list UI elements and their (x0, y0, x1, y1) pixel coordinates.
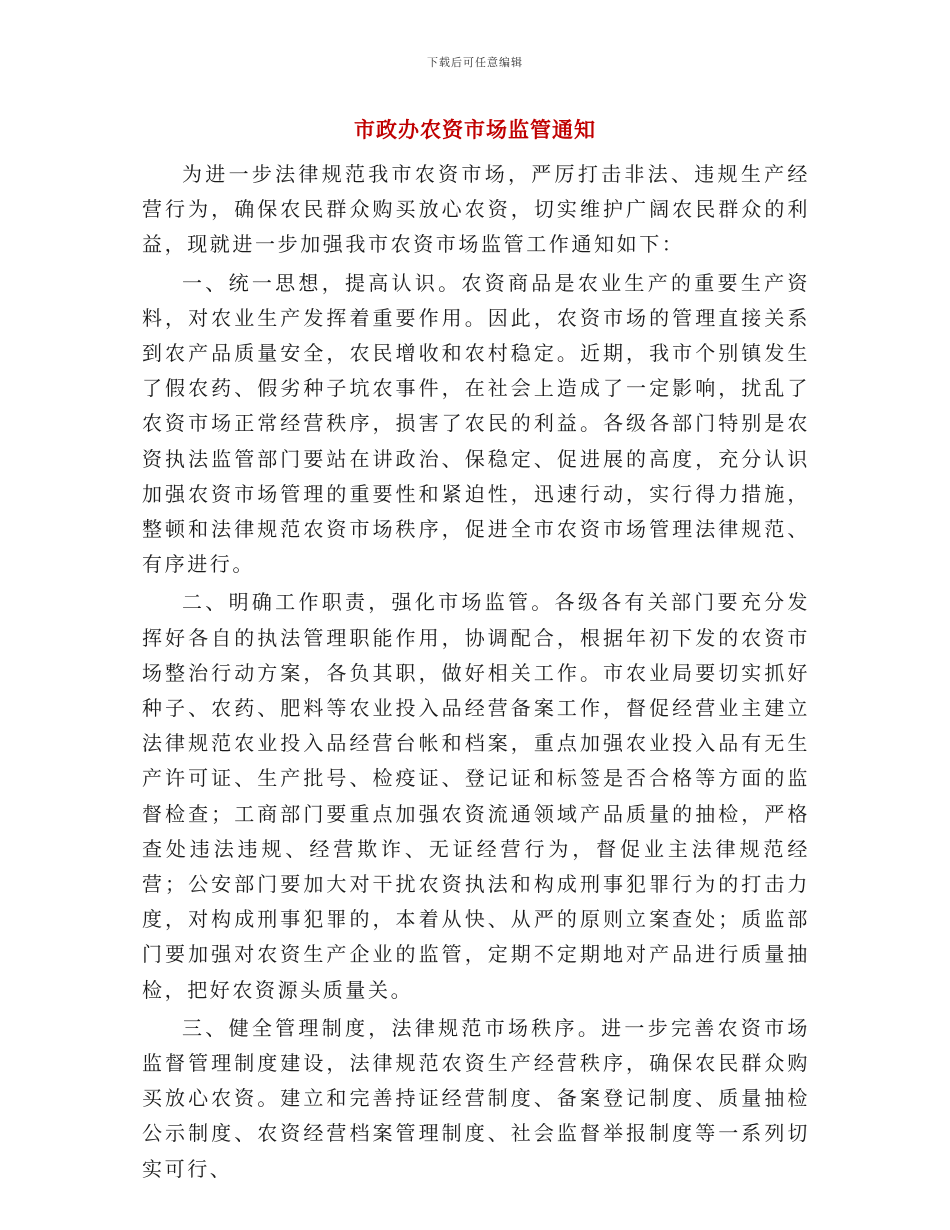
paragraph-section-2: 二、明确工作职责，强化市场监管。各级各有关部门要充分发挥好各自的执法管理职能作用，协调配合，根据年初下发的农资市场整治行动方案，各负其职，做好相关工作。市农业局要切实抓好种子、农药、肥料等农业投入品经营备案工作，督促经营业主建立法律规范农业投入品经营台帐和档案，重点加强农业投入品有无生产许可证、生产批号、检疫证、登记证和标签是否合格等方面的监督检查；工商部门要重点加强农资流通领域产品质量的抽检，严格查处违法违规、经营欺诈、无证经营行为，督促业主法律规范经营；公安部门要加大对干扰农资执法和构成刑事犯罪行为的打击力度，对构成刑事犯罪的，本着从快、从严的原则立案查处；质监部门要加强对农资生产企业的监管，定期不定期地对产品进行质量抽检，把好农资源头质量关。 (142, 590, 810, 1002)
document-title: 市政办农资市场监管通知 (354, 118, 596, 142)
paragraph-section-1: 一、统一思想，提高认识。农资商品是农业生产的重要生产资料，对农业生产发挥着重要作用。因此，农资市场的管理直接关系到农产品质量安全，农民增收和农村稳定。近期，我市个别镇发生了假农药、假劣种子坑农事件，在社会上造成了一定影响，扰乱了农资市场正常经营秩序，损害了农民的利益。各级各部门特别是农资执法监管部门要站在讲政治、保稳定、促进展的高度，充分认识加强农资市场管理的重要性和紧迫性，迅速行动，实行得力措施，整顿和法律规范农资市场秩序，促进全市农资市场管理法律规范、有序进行。 (142, 270, 810, 577)
header-note: 下载后可任意编辑 (427, 56, 523, 69)
paragraph-section-3: 三、健全管理制度，法律规范市场秩序。进一步完善农资市场监督管理制度建设，法律规范农资生产经营秩序，确保农民群众购买放心农资。建立和完善持证经营制度、备案登记制度、质量抽检公示制度、农资经营档案管理制度、社会监督举报制度等一系列切实可行、 (142, 1015, 810, 1181)
document-body (142, 157, 810, 1190)
paragraph-intro: 为进一步法律规范我市农资市场，严厉打击非法、违规生产经营行为，确保农民群众购买放心农资，切实维护广阔农民群众的利益，现就进一步加强我市农资市场监管工作通知如下： (142, 162, 810, 257)
